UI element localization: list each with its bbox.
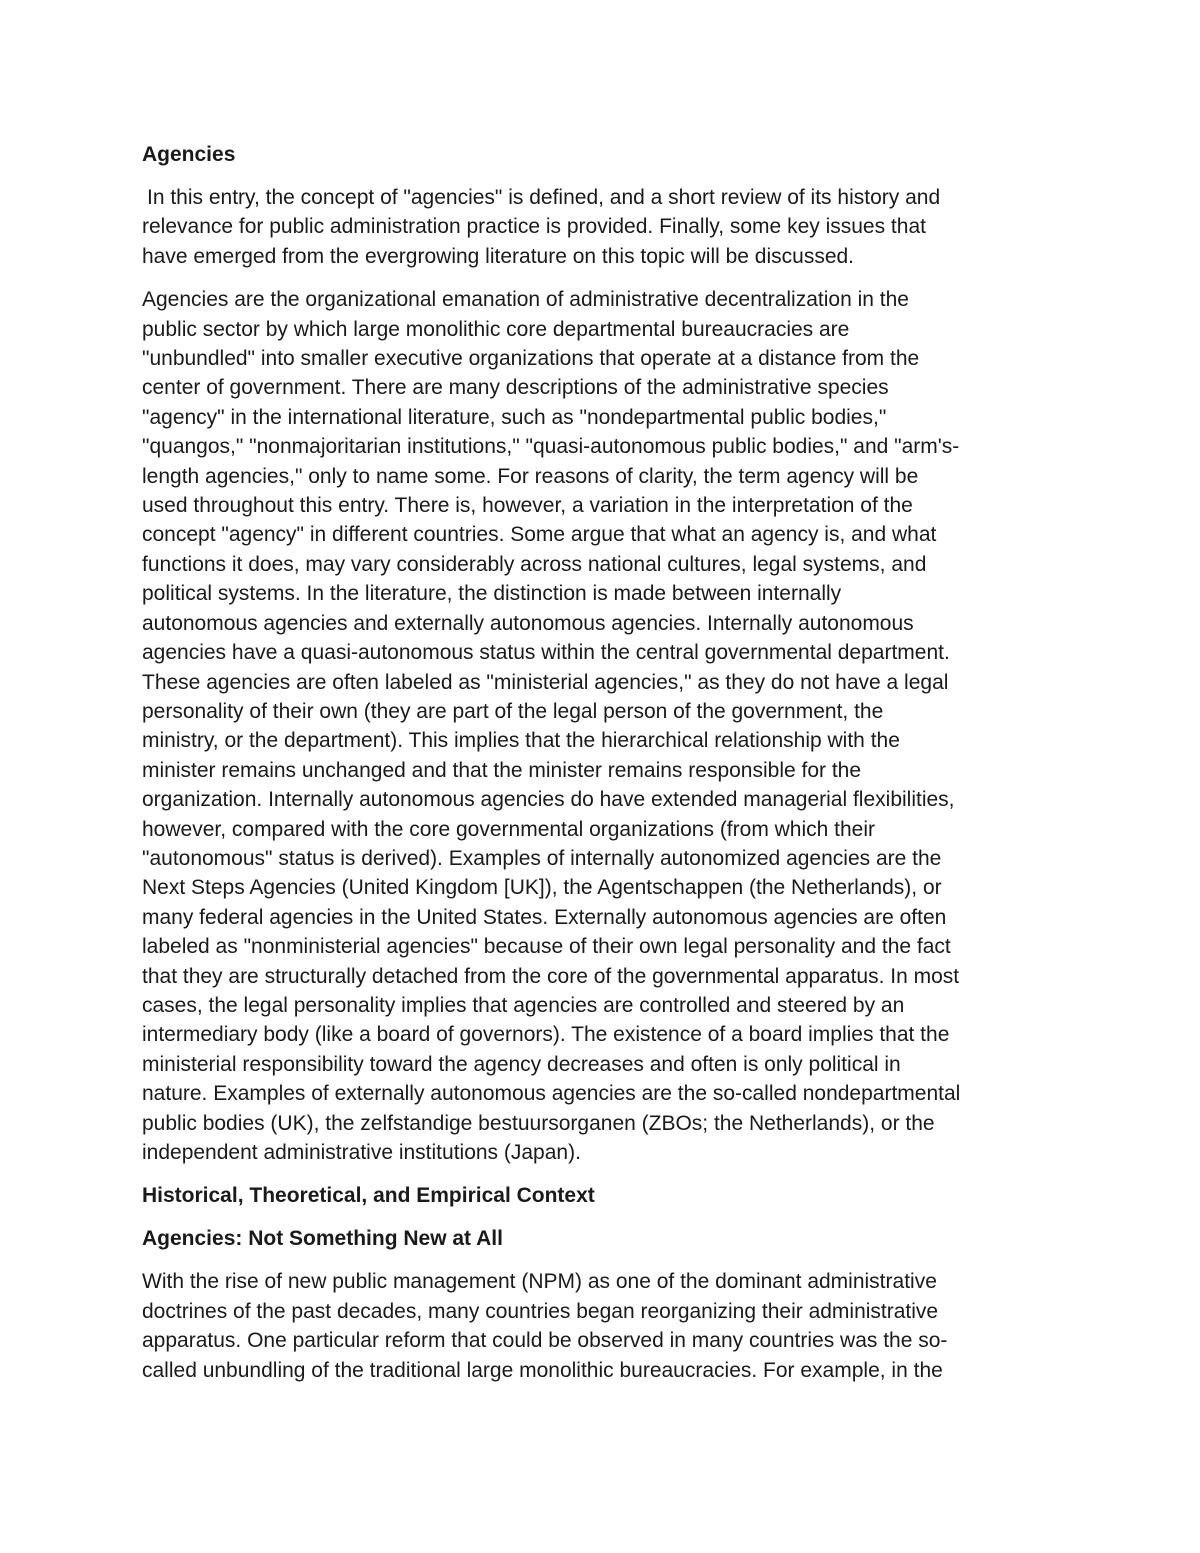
paragraph-line: public bodies (UK), the zelfstandige bestuursorganen (ZBOs; the Netherlands), or the	[142, 1111, 935, 1135]
paragraph-line: public sector by which large monolithic core departmental bureaucracies are	[142, 317, 850, 341]
paragraph-line: concept "agency" in different countries. Some argue that what an agency is, and what	[142, 523, 937, 547]
paragraph-line: "agency" in the international literature, such as "nondepartmental public bodies,"	[142, 405, 887, 429]
paragraph-line: labeled as "nonministerial agencies" because of their own legal personality and the fact	[142, 935, 951, 959]
paragraph-line: used throughout this entry. There is, however, a variation in the interpretation of the	[142, 494, 913, 518]
paragraph-line: personality of their own (they are part of the legal person of the government, the	[142, 699, 884, 723]
paragraph-line: many federal agencies in the United States. Externally autonomous agencies are often	[142, 905, 947, 929]
paragraph-line: organization. Internally autonomous agencies do have extended managerial flexibilities,	[142, 788, 955, 812]
paragraph-line: independent administrative institutions (Japan).	[142, 1141, 581, 1164]
paragraph-line: ministry, or the department). This implies that the hierarchical relationship with the	[142, 729, 900, 753]
paragraph-line: length agencies," only to name some. For reasons of clarity, the term agency will be	[142, 464, 919, 488]
paragraph-line: Next Steps Agencies (United Kingdom [UK]), the Agentschappen (the Netherlands), or	[142, 876, 942, 900]
paragraph-line: "quangos," "nonmajoritarian institutions," "quasi-autonomous public bodies," and "arm's-	[142, 435, 960, 459]
paragraph-line: center of government. There are many descriptions of the administrative species	[142, 376, 889, 400]
definition-paragraph	[142, 285, 1072, 1167]
paragraph-line: intermediary body (like a board of governors). The existence of a board implies that the	[142, 1023, 950, 1047]
paragraph-line: nature. Examples of externally autonomous agencies are the so-called nondepartmental	[142, 1082, 961, 1106]
paragraph-line: cases, the legal personality implies that agencies are controlled and steered by an	[142, 993, 905, 1017]
intro-paragraph	[142, 183, 1072, 271]
paragraph-line: minister remains unchanged and that the minister remains responsible for the	[142, 758, 862, 782]
paragraph-line: With the rise of new public management (NPM) as one of the dominant administrative	[142, 1270, 937, 1294]
paragraph-line: "unbundled" into smaller executive organizations that operate at a distance from the	[142, 347, 920, 371]
paragraph-line: functions it does, may vary considerably across national cultures, legal systems, and	[142, 552, 927, 576]
paragraph-line: have emerged from the evergrowing literature on this topic will be discussed.	[142, 244, 855, 268]
paragraph-line: ministerial responsibility toward the agency decreases and often is only political in	[142, 1052, 901, 1076]
paragraph-line: political systems. In the literature, the distinction is made between internally	[142, 582, 842, 606]
paragraph-line: "autonomous" status is derived). Examples of internally autonomized agencies are the	[142, 846, 942, 870]
paragraph-line: apparatus. One particular reform that could be observed in many countries was the so-	[142, 1329, 948, 1353]
paragraph-line: Agencies are the organizational emanation of administrative decentralization in the	[142, 288, 909, 312]
section-heading: Historical, Theoretical, and Empirical Context	[142, 1184, 595, 1208]
paragraph-line: autonomous agencies and externally autonomous agencies. Internally autonomous	[142, 611, 914, 635]
paragraph-line: These agencies are often labeled as "ministerial agencies," as they do not have a legal	[142, 670, 949, 694]
npm-paragraph	[142, 1267, 1072, 1385]
document-content	[142, 140, 1072, 1399]
paragraph-line: relevance for public administration practice is provided. Finally, some key issues that	[142, 215, 926, 239]
paragraph-line: called unbundling of the traditional large monolithic bureaucracies. For example, in the	[142, 1358, 943, 1382]
paragraph-line: that they are structurally detached from the core of the governmental apparatus. In most	[142, 964, 960, 988]
paragraph-line: agencies have a quasi-autonomous status within the central governmental department.	[142, 641, 950, 665]
paragraph-line: however, compared with the core governmental organizations (from which their	[142, 817, 876, 841]
document-title: Agencies	[142, 143, 236, 166]
paragraph-line: doctrines of the past decades, many countries began reorganizing their administrative	[142, 1299, 939, 1323]
subsection-heading: Agencies: Not Something New at All	[142, 1227, 503, 1251]
paragraph-line: In this entry, the concept of "agencies" is defined, and a short review of its history and	[147, 186, 941, 209]
